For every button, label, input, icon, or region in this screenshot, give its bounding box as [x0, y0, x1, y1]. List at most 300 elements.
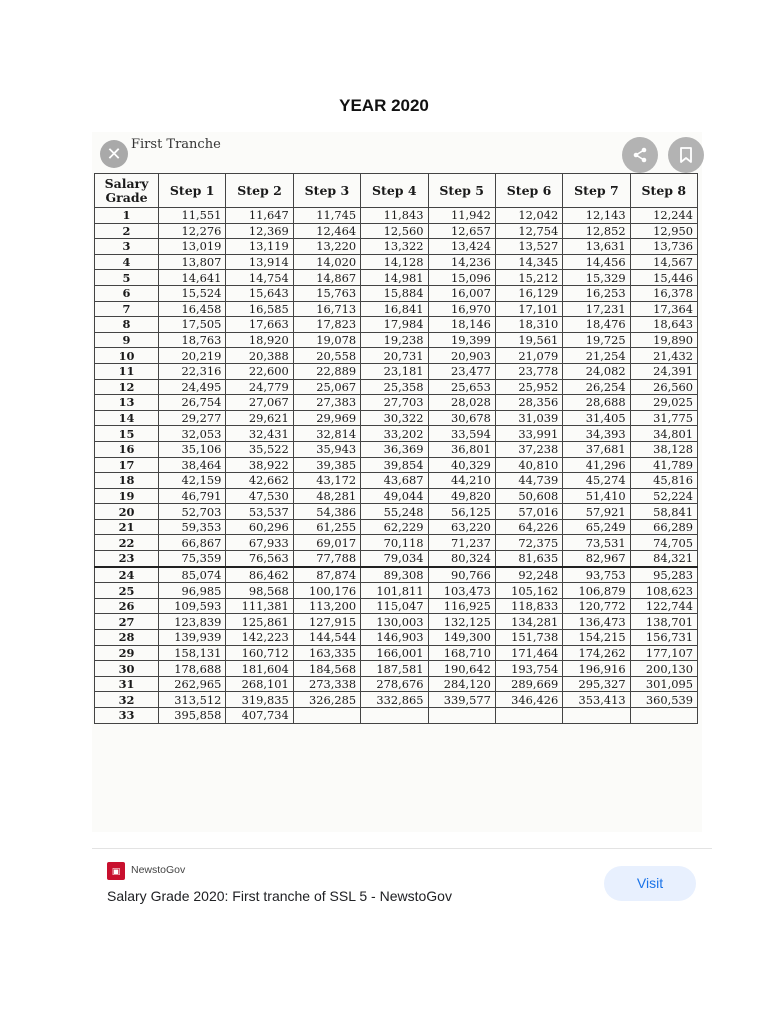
salary-cell: 109,593	[159, 598, 226, 614]
salary-cell: 35,106	[159, 441, 226, 457]
table-row	[95, 285, 698, 301]
salary-cell: 18,146	[428, 317, 495, 333]
salary-cell: 27,703	[361, 395, 428, 411]
salary-cell: 28,028	[428, 395, 495, 411]
salary-cell: 22,889	[293, 363, 360, 379]
table-row	[95, 661, 698, 677]
salary-cell: 27,067	[226, 395, 293, 411]
salary-cell: 130,003	[361, 614, 428, 630]
grade-cell: 21	[95, 519, 159, 535]
salary-cell: 17,505	[159, 317, 226, 333]
salary-cell: 21,079	[495, 348, 562, 364]
grade-cell: 26	[95, 598, 159, 614]
table-row	[95, 254, 698, 270]
salary-cell: 319,835	[226, 692, 293, 708]
salary-cell: 289,669	[495, 676, 562, 692]
salary-cell	[563, 708, 630, 724]
grade-cell: 22	[95, 535, 159, 551]
salary-cell: 20,903	[428, 348, 495, 364]
salary-cell: 28,688	[563, 395, 630, 411]
salary-cell: 15,329	[563, 270, 630, 286]
header-step-2: Step 2	[226, 174, 293, 208]
salary-table	[94, 173, 698, 724]
salary-cell: 70,118	[361, 535, 428, 551]
table-row	[95, 317, 698, 333]
salary-cell: 36,801	[428, 441, 495, 457]
salary-cell: 15,763	[293, 285, 360, 301]
salary-cell: 89,308	[361, 567, 428, 583]
salary-cell: 49,044	[361, 488, 428, 504]
salary-cell: 33,202	[361, 426, 428, 442]
grade-cell: 27	[95, 614, 159, 630]
grade-cell: 14	[95, 410, 159, 426]
salary-cell: 12,143	[563, 208, 630, 224]
salary-cell: 13,807	[159, 254, 226, 270]
salary-cell: 25,067	[293, 379, 360, 395]
salary-cell: 12,244	[630, 208, 697, 224]
salary-cell: 18,476	[563, 317, 630, 333]
salary-cell: 96,985	[159, 583, 226, 599]
salary-cell: 64,226	[495, 519, 562, 535]
salary-cell: 24,779	[226, 379, 293, 395]
salary-cell: 14,128	[361, 254, 428, 270]
grade-cell: 13	[95, 395, 159, 411]
header-step-7: Step 7	[563, 174, 630, 208]
salary-cell: 22,316	[159, 363, 226, 379]
salary-cell: 50,608	[495, 488, 562, 504]
salary-cell: 80,324	[428, 551, 495, 567]
table-row	[95, 488, 698, 504]
salary-cell: 20,219	[159, 348, 226, 364]
table-row	[95, 676, 698, 692]
salary-cell: 35,522	[226, 441, 293, 457]
salary-cell: 63,220	[428, 519, 495, 535]
salary-cell: 115,047	[361, 598, 428, 614]
salary-cell: 77,788	[293, 551, 360, 567]
salary-cell: 90,766	[428, 567, 495, 583]
salary-cell: 14,567	[630, 254, 697, 270]
salary-cell: 98,568	[226, 583, 293, 599]
table-header-row	[95, 174, 698, 208]
salary-cell: 149,300	[428, 630, 495, 646]
table-row	[95, 208, 698, 224]
header-step-3: Step 3	[293, 174, 360, 208]
header-step-8: Step 8	[630, 174, 697, 208]
table-row	[95, 567, 698, 583]
salary-cell: 16,841	[361, 301, 428, 317]
salary-cell: 42,159	[159, 473, 226, 489]
salary-cell: 13,220	[293, 239, 360, 255]
source-name[interactable]: NewstoGov	[131, 864, 186, 876]
salary-cell: 113,200	[293, 598, 360, 614]
salary-cell: 15,096	[428, 270, 495, 286]
salary-cell: 54,386	[293, 504, 360, 520]
salary-cell: 66,289	[630, 519, 697, 535]
table-row	[95, 348, 698, 364]
salary-cell: 118,833	[495, 598, 562, 614]
grade-cell: 9	[95, 332, 159, 348]
salary-cell: 59,353	[159, 519, 226, 535]
table-row	[95, 395, 698, 411]
salary-cell: 13,736	[630, 239, 697, 255]
salary-cell: 11,745	[293, 208, 360, 224]
grade-cell: 25	[95, 583, 159, 599]
salary-cell: 16,007	[428, 285, 495, 301]
salary-cell: 15,643	[226, 285, 293, 301]
bookmark-icon	[678, 146, 694, 164]
table-row	[95, 223, 698, 239]
salary-cell: 13,119	[226, 239, 293, 255]
salary-cell: 72,375	[495, 535, 562, 551]
salary-cell: 407,734	[226, 708, 293, 724]
table-row	[95, 270, 698, 286]
salary-cell: 26,754	[159, 395, 226, 411]
salary-cell: 86,462	[226, 567, 293, 583]
salary-cell: 71,237	[428, 535, 495, 551]
grade-cell: 18	[95, 473, 159, 489]
header-step-1: Step 1	[159, 174, 226, 208]
salary-cell: 13,631	[563, 239, 630, 255]
salary-cell: 139,939	[159, 630, 226, 646]
salary-cell: 284,120	[428, 676, 495, 692]
salary-cell	[428, 708, 495, 724]
salary-cell: 12,369	[226, 223, 293, 239]
salary-cell	[630, 708, 697, 724]
salary-cell: 87,874	[293, 567, 360, 583]
salary-cell: 65,249	[563, 519, 630, 535]
salary-cell: 103,473	[428, 583, 495, 599]
salary-cell: 105,162	[495, 583, 562, 599]
salary-cell: 14,981	[361, 270, 428, 286]
salary-cell: 106,879	[563, 583, 630, 599]
salary-cell: 93,753	[563, 567, 630, 583]
salary-cell: 69,017	[293, 535, 360, 551]
salary-cell: 17,984	[361, 317, 428, 333]
salary-cell: 326,285	[293, 692, 360, 708]
salary-cell: 31,775	[630, 410, 697, 426]
salary-cell: 193,754	[495, 661, 562, 677]
salary-cell: 18,763	[159, 332, 226, 348]
salary-cell: 40,329	[428, 457, 495, 473]
header-salary-grade: Salary Grade	[95, 174, 159, 208]
save-button[interactable]	[668, 137, 704, 173]
grade-cell: 4	[95, 254, 159, 270]
salary-cell: 15,884	[361, 285, 428, 301]
salary-cell: 181,604	[226, 661, 293, 677]
salary-cell: 200,130	[630, 661, 697, 677]
salary-cell: 52,224	[630, 488, 697, 504]
grade-cell: 10	[95, 348, 159, 364]
salary-cell: 62,229	[361, 519, 428, 535]
table-row	[95, 457, 698, 473]
grade-cell: 29	[95, 645, 159, 661]
table-row	[95, 708, 698, 724]
salary-cell: 19,890	[630, 332, 697, 348]
salary-cell: 24,391	[630, 363, 697, 379]
salary-cell: 18,643	[630, 317, 697, 333]
salary-cell: 262,965	[159, 676, 226, 692]
salary-cell: 37,681	[563, 441, 630, 457]
salary-cell: 26,560	[630, 379, 697, 395]
salary-cell: 160,712	[226, 645, 293, 661]
salary-cell: 49,820	[428, 488, 495, 504]
salary-cell: 108,623	[630, 583, 697, 599]
salary-cell: 11,942	[428, 208, 495, 224]
salary-cell: 14,236	[428, 254, 495, 270]
salary-cell: 120,772	[563, 598, 630, 614]
salary-cell: 12,754	[495, 223, 562, 239]
salary-cell: 21,254	[563, 348, 630, 364]
grade-cell: 3	[95, 239, 159, 255]
salary-cell: 19,725	[563, 332, 630, 348]
salary-cell: 55,248	[361, 504, 428, 520]
salary-cell: 58,841	[630, 504, 697, 520]
salary-cell: 17,823	[293, 317, 360, 333]
table-row	[95, 504, 698, 520]
salary-cell: 151,738	[495, 630, 562, 646]
salary-cell: 154,215	[563, 630, 630, 646]
salary-cell: 27,383	[293, 395, 360, 411]
page-title: YEAR 2020	[339, 96, 429, 115]
salary-cell: 14,345	[495, 254, 562, 270]
salary-cell: 60,296	[226, 519, 293, 535]
salary-cell: 92,248	[495, 567, 562, 583]
salary-cell: 19,078	[293, 332, 360, 348]
salary-cell: 16,970	[428, 301, 495, 317]
salary-cell: 122,744	[630, 598, 697, 614]
salary-cell: 166,001	[361, 645, 428, 661]
salary-cell: 171,464	[495, 645, 562, 661]
salary-cell: 12,276	[159, 223, 226, 239]
salary-cell: 38,128	[630, 441, 697, 457]
salary-cell: 15,524	[159, 285, 226, 301]
salary-cell: 38,464	[159, 457, 226, 473]
salary-cell: 57,921	[563, 504, 630, 520]
salary-cell: 156,731	[630, 630, 697, 646]
grade-cell: 12	[95, 379, 159, 395]
salary-cell: 136,473	[563, 614, 630, 630]
table-row	[95, 535, 698, 551]
salary-cell: 82,967	[563, 551, 630, 567]
salary-cell: 13,322	[361, 239, 428, 255]
salary-cell: 16,458	[159, 301, 226, 317]
salary-cell: 38,922	[226, 457, 293, 473]
salary-cell: 29,277	[159, 410, 226, 426]
salary-cell: 18,310	[495, 317, 562, 333]
salary-cell: 11,551	[159, 208, 226, 224]
salary-cell: 23,477	[428, 363, 495, 379]
table-row	[95, 441, 698, 457]
salary-cell: 26,254	[563, 379, 630, 395]
salary-cell: 12,657	[428, 223, 495, 239]
salary-cell: 33,991	[495, 426, 562, 442]
salary-cell: 138,701	[630, 614, 697, 630]
salary-cell: 12,464	[293, 223, 360, 239]
salary-cell: 67,933	[226, 535, 293, 551]
salary-cell: 190,642	[428, 661, 495, 677]
salary-cell: 353,413	[563, 692, 630, 708]
grade-cell: 32	[95, 692, 159, 708]
salary-cell: 41,789	[630, 457, 697, 473]
salary-cell: 17,663	[226, 317, 293, 333]
salary-cell: 40,810	[495, 457, 562, 473]
salary-cell: 177,107	[630, 645, 697, 661]
salary-cell: 132,125	[428, 614, 495, 630]
salary-cell: 144,544	[293, 630, 360, 646]
salary-cell: 36,369	[361, 441, 428, 457]
salary-cell: 43,172	[293, 473, 360, 489]
salary-cell: 53,537	[226, 504, 293, 520]
salary-cell: 84,321	[630, 551, 697, 567]
salary-cell: 95,283	[630, 567, 697, 583]
salary-cell: 12,950	[630, 223, 697, 239]
share-button[interactable]	[622, 137, 658, 173]
table-row	[95, 598, 698, 614]
close-button[interactable]	[100, 140, 128, 168]
salary-cell: 13,914	[226, 254, 293, 270]
salary-cell: 19,399	[428, 332, 495, 348]
salary-cell: 30,322	[361, 410, 428, 426]
salary-cell: 30,678	[428, 410, 495, 426]
salary-cell	[495, 708, 562, 724]
salary-cell: 16,378	[630, 285, 697, 301]
grade-cell: 20	[95, 504, 159, 520]
salary-cell: 13,527	[495, 239, 562, 255]
salary-cell: 34,393	[563, 426, 630, 442]
salary-cell: 339,577	[428, 692, 495, 708]
table-row	[95, 379, 698, 395]
table-row	[95, 692, 698, 708]
table-row	[95, 301, 698, 317]
salary-cell	[293, 708, 360, 724]
salary-cell: 13,424	[428, 239, 495, 255]
header-step-6: Step 6	[495, 174, 562, 208]
salary-cell: 20,558	[293, 348, 360, 364]
salary-cell: 25,653	[428, 379, 495, 395]
salary-cell: 116,925	[428, 598, 495, 614]
salary-cell: 32,814	[293, 426, 360, 442]
salary-cell: 47,530	[226, 488, 293, 504]
close-icon: ✕	[106, 144, 122, 164]
salary-cell: 14,020	[293, 254, 360, 270]
table-row	[95, 614, 698, 630]
grade-cell: 5	[95, 270, 159, 286]
table-row	[95, 426, 698, 442]
salary-cell: 22,600	[226, 363, 293, 379]
salary-cell: 11,647	[226, 208, 293, 224]
grade-cell: 17	[95, 457, 159, 473]
salary-cell: 23,181	[361, 363, 428, 379]
salary-cell: 79,034	[361, 551, 428, 567]
salary-cell: 163,335	[293, 645, 360, 661]
salary-cell: 28,356	[495, 395, 562, 411]
salary-cell: 24,495	[159, 379, 226, 395]
salary-cell: 81,635	[495, 551, 562, 567]
salary-cell: 16,129	[495, 285, 562, 301]
salary-cell: 44,739	[495, 473, 562, 489]
salary-cell: 61,255	[293, 519, 360, 535]
table-row	[95, 583, 698, 599]
salary-cell: 16,253	[563, 285, 630, 301]
salary-cell: 301,095	[630, 676, 697, 692]
salary-cell: 111,381	[226, 598, 293, 614]
salary-cell: 125,861	[226, 614, 293, 630]
salary-cell: 123,839	[159, 614, 226, 630]
salary-cell: 11,843	[361, 208, 428, 224]
salary-cell: 12,560	[361, 223, 428, 239]
salary-cell: 45,816	[630, 473, 697, 489]
salary-cell: 17,231	[563, 301, 630, 317]
salary-cell: 33,594	[428, 426, 495, 442]
salary-cell: 16,585	[226, 301, 293, 317]
table-row	[95, 473, 698, 489]
salary-cell: 42,662	[226, 473, 293, 489]
salary-cell: 20,731	[361, 348, 428, 364]
image-caption[interactable]: Salary Grade 2020: First tranche of SSL 5 - NewstoGov	[107, 888, 452, 904]
salary-cell: 17,364	[630, 301, 697, 317]
salary-cell: 158,131	[159, 645, 226, 661]
salary-cell: 31,405	[563, 410, 630, 426]
share-icon	[631, 146, 649, 164]
salary-cell: 100,176	[293, 583, 360, 599]
grade-cell: 30	[95, 661, 159, 677]
salary-cell: 134,281	[495, 614, 562, 630]
table-row	[95, 645, 698, 661]
salary-cell: 57,016	[495, 504, 562, 520]
table-row	[95, 239, 698, 255]
salary-cell: 142,223	[226, 630, 293, 646]
table-row	[95, 519, 698, 535]
salary-cell: 178,688	[159, 661, 226, 677]
salary-cell: 295,327	[563, 676, 630, 692]
salary-cell: 74,705	[630, 535, 697, 551]
salary-cell: 19,561	[495, 332, 562, 348]
salary-cell: 48,281	[293, 488, 360, 504]
salary-cell: 196,916	[563, 661, 630, 677]
salary-cell: 15,212	[495, 270, 562, 286]
tranche-label: First Tranche	[131, 137, 221, 152]
salary-cell: 278,676	[361, 676, 428, 692]
visit-button[interactable]: Visit	[604, 866, 696, 901]
salary-cell: 12,042	[495, 208, 562, 224]
salary-cell: 23,778	[495, 363, 562, 379]
salary-cell: 168,710	[428, 645, 495, 661]
salary-cell: 273,338	[293, 676, 360, 692]
grade-cell: 2	[95, 223, 159, 239]
salary-cell: 46,791	[159, 488, 226, 504]
salary-cell: 268,101	[226, 676, 293, 692]
table-row	[95, 410, 698, 426]
salary-cell: 45,274	[563, 473, 630, 489]
salary-cell: 56,125	[428, 504, 495, 520]
salary-cell: 37,238	[495, 441, 562, 457]
salary-cell: 41,296	[563, 457, 630, 473]
grade-cell: 28	[95, 630, 159, 646]
table-row	[95, 363, 698, 379]
salary-cell: 14,641	[159, 270, 226, 286]
salary-cell: 360,539	[630, 692, 697, 708]
salary-cell: 395,858	[159, 708, 226, 724]
grade-cell: 16	[95, 441, 159, 457]
grade-cell: 33	[95, 708, 159, 724]
salary-cell: 52,703	[159, 504, 226, 520]
salary-cell: 44,210	[428, 473, 495, 489]
table-row	[95, 551, 698, 567]
grade-cell: 7	[95, 301, 159, 317]
salary-cell: 39,385	[293, 457, 360, 473]
salary-cell: 17,101	[495, 301, 562, 317]
salary-cell: 332,865	[361, 692, 428, 708]
